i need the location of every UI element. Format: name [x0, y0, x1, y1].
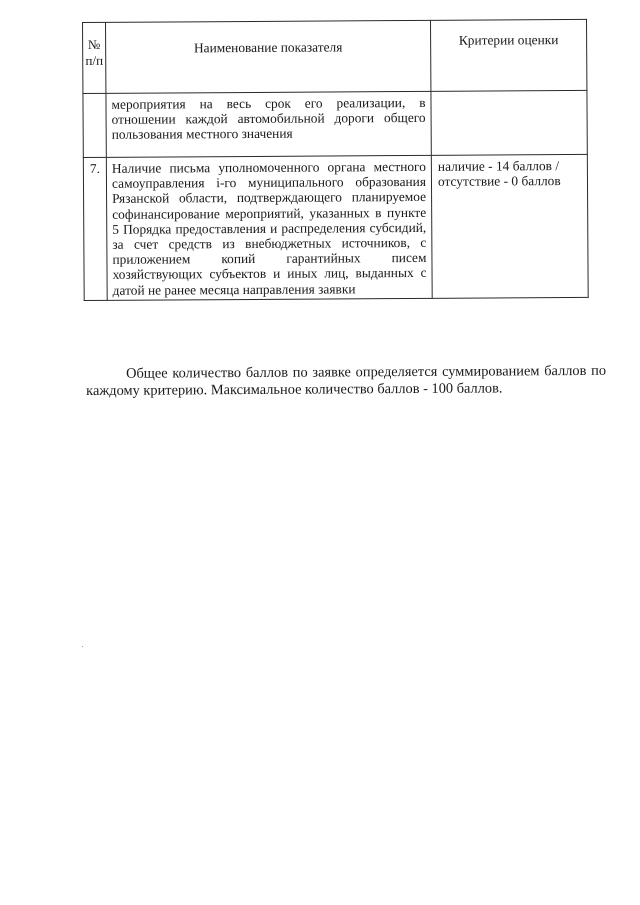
row-indicator-name: мероприятия на весь срок его реализации, в отношении каждой автомобильной дороги общего пользования местного значения	[106, 91, 431, 157]
table-header-row	[83, 19, 587, 93]
criteria-table-wrapper	[82, 19, 588, 301]
summary-paragraph: Общее количество баллов по заявке определяется суммированием баллов по каждому критерию. Максимальное количество баллов - 100 баллов.	[86, 362, 607, 399]
table-row	[83, 90, 587, 157]
header-number-label: № п/п	[85, 36, 104, 68]
scan-speck	[82, 646, 83, 647]
row-indicator-name: Наличие письма уполномоченного органа местного самоуправления i-го муниципального образования Рязанской области, подтверждающего планируемое софинансирование мероприятий, указанных в пункте 5 Порядка предоставления и распределения субсидий, за счет средств из внебюджетных источников, с приложением копий гарантийных писем хозяйствующих субъектов и иных лиц, выданных с датой не ранее месяца направления заявки	[106, 155, 432, 300]
header-criteria: Критерии оценки	[430, 19, 586, 91]
criteria-table	[82, 19, 589, 301]
header-name: Наименование показателя	[106, 20, 431, 93]
row-criteria: наличие - 14 баллов / отсутствие - 0 баллов	[431, 154, 588, 298]
summary-paragraph-block	[86, 363, 606, 400]
row-number	[83, 93, 106, 157]
row-number: 7.	[83, 157, 107, 300]
header-number	[83, 22, 106, 93]
table-row	[83, 154, 588, 300]
row-criteria	[431, 90, 587, 155]
